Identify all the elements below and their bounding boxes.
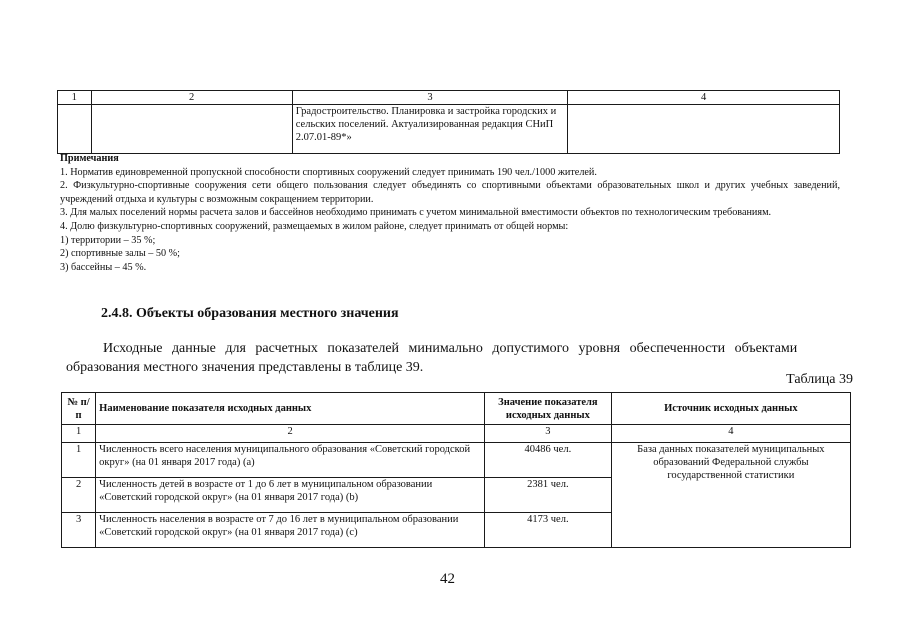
- data-table: [61, 392, 851, 548]
- table-label: Таблица 39: [786, 372, 853, 387]
- row-value: 2381 чел.: [485, 478, 612, 513]
- notes-title: Примечания: [60, 153, 119, 164]
- row-value: 40486 чел.: [485, 443, 612, 478]
- source-cell: База данных показателей муниципальных образований Федеральной службы государственной статистики: [611, 443, 850, 548]
- row-num: 3: [62, 513, 96, 548]
- header-source: Источник исходных данных: [611, 393, 850, 425]
- column-numbers-row: [62, 425, 851, 443]
- header-name: Наименование показателя исходных данных: [96, 393, 485, 425]
- note-item: 1. Норматив единовременной пропускной способности спортивных сооружений следует принимать 190 чел./1000 жителей.: [60, 166, 597, 178]
- top-header-cell: 3: [292, 91, 567, 105]
- column-number: 3: [485, 425, 612, 443]
- header-num: № п/п: [62, 393, 96, 425]
- row-name: Численность всего населения муниципального образования «Советский городской округ» (на 01 января 2017 года) (а): [96, 443, 485, 478]
- notes-section: [60, 152, 840, 274]
- top-table-row: [58, 105, 840, 154]
- top-cell: [91, 105, 292, 154]
- table-row: [62, 443, 851, 478]
- top-table: [57, 90, 840, 154]
- row-num: 2: [62, 478, 96, 513]
- row-name: Численность населения в возрасте от 7 до 16 лет в муниципальном образовании «Советский городской округ» (на 01 января 2017 года) (с): [96, 513, 485, 548]
- row-name: Численность детей в возрасте от 1 до 6 лет в муниципальном образовании «Советский городской округ» (на 01 января 2017 года) (b): [96, 478, 485, 513]
- note-item: 2. Физкультурно-спортивные сооружения сети общего пользования следует объединять со спортивными объектами образовательных школ и других учебных заведений, учреждений отдыха и культуры с возможным сокращением территории.: [60, 180, 840, 205]
- column-number: 4: [611, 425, 850, 443]
- top-header-cell: 1: [58, 91, 92, 105]
- top-header-cell: 4: [568, 91, 840, 105]
- intro-line: образования местного значения представлены в таблице 39.: [66, 360, 424, 375]
- top-cell-document: Градостроительство. Планировка и застройка городских и сельских поселений. Актуализированная редакция СНиП 2.07.01-89*»: [292, 105, 567, 154]
- note-item: 2) спортивные залы – 50 %;: [60, 248, 180, 260]
- note-item: 4. Долю физкультурно-спортивных сооружений, размещаемых в жилом районе, следует принимать от общей нормы:: [60, 220, 569, 232]
- row-num: 1: [62, 443, 96, 478]
- top-header-cell: 2: [91, 91, 292, 105]
- note-item: 1) территории – 35 %;: [60, 234, 156, 246]
- top-table-header: [58, 91, 840, 105]
- note-item: 3) бассейны – 45 %.: [60, 261, 147, 273]
- row-value: 4173 чел.: [485, 513, 612, 548]
- intro-line: Исходные данные для расчетных показателей минимально допустимого уровня обеспеченности объектами: [103, 341, 798, 356]
- data-table-header: [62, 393, 851, 425]
- header-value: Значение показателя исходных данных: [485, 393, 612, 425]
- top-cell: [568, 105, 840, 154]
- section-heading: 2.4.8. Объекты образования местного значения: [101, 306, 399, 321]
- note-item: 3. Для малых поселений нормы расчета залов и бассейнов необходимо принимать с учетом минимальной вместимости объектов по технологическим требованиям.: [60, 207, 772, 219]
- intro-paragraph: [66, 339, 846, 377]
- column-number: 2: [96, 425, 485, 443]
- page-number: 42: [440, 571, 455, 587]
- top-cell: [58, 105, 92, 154]
- column-number: 1: [62, 425, 96, 443]
